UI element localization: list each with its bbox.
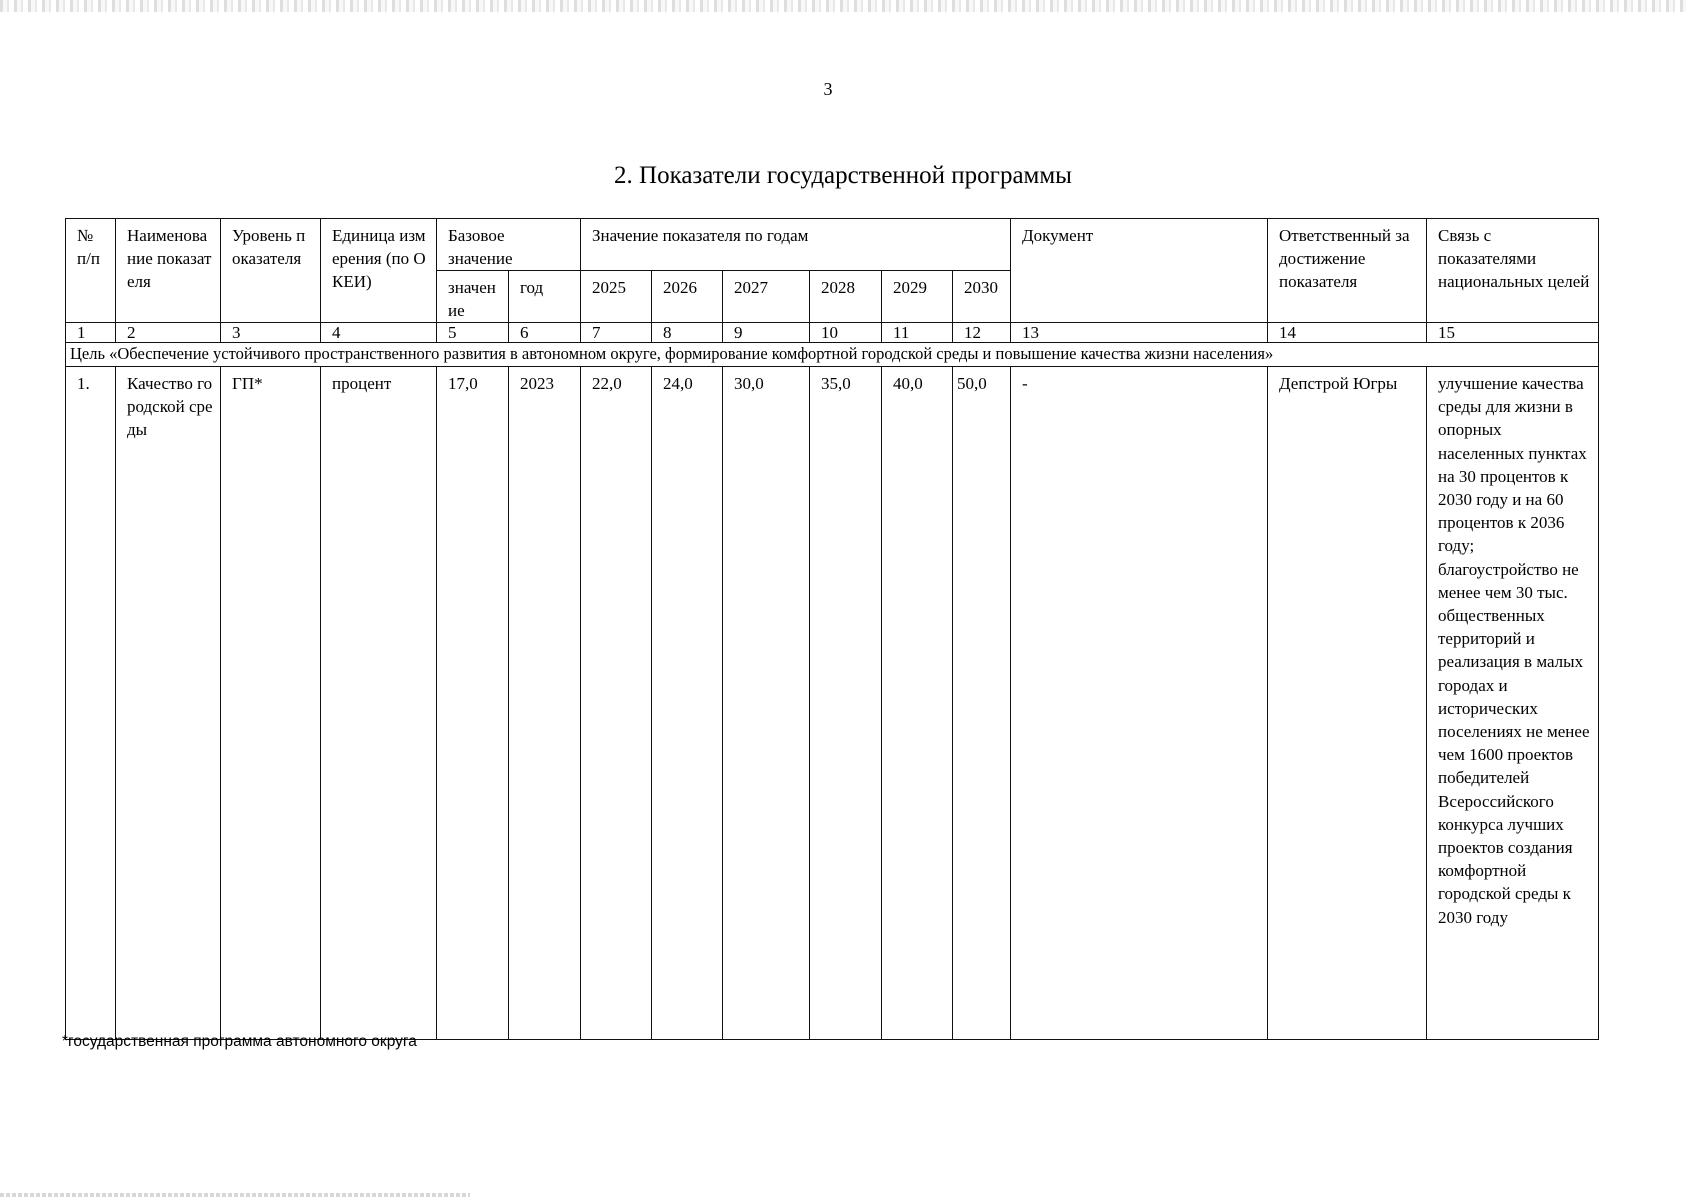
value-2029: 40,0 (882, 367, 953, 1040)
value-2030: 50,0 (953, 367, 1011, 1040)
header-by-years: Значение показателя по годам (581, 219, 1011, 271)
header-level: Уровень показателя (221, 219, 321, 323)
column-number: 11 (882, 323, 953, 343)
indicator-name: Качество городской среды (116, 367, 221, 1040)
column-number: 15 (1427, 323, 1599, 343)
column-number: 4 (321, 323, 437, 343)
column-number: 2 (116, 323, 221, 343)
column-number: 9 (723, 323, 810, 343)
header-responsible: Ответственный за достижение показателя (1268, 219, 1427, 323)
column-number: 8 (652, 323, 723, 343)
column-number-row (66, 323, 1599, 343)
base-value: 17,0 (437, 367, 509, 1040)
document-value: - (1011, 367, 1268, 1040)
header-name: Наименование показателя (116, 219, 221, 323)
header-unit: Единица измерения (по ОКЕИ) (321, 219, 437, 323)
header-link: Связь с показателями национальных целей (1427, 219, 1599, 323)
indicator-level: ГП* (221, 367, 321, 1040)
row-num: 1. (66, 367, 116, 1040)
scan-edge-bottom (0, 1193, 470, 1197)
column-number: 7 (581, 323, 652, 343)
column-number: 1 (66, 323, 116, 343)
scan-edge-top (0, 0, 1686, 12)
column-number: 5 (437, 323, 509, 343)
value-2025: 22,0 (581, 367, 652, 1040)
header-year-2027: 2027 (723, 271, 810, 323)
column-number: 14 (1268, 323, 1427, 343)
column-number: 12 (953, 323, 1011, 343)
column-number: 13 (1011, 323, 1268, 343)
header-year-2029: 2029 (882, 271, 953, 323)
national-goal-link: улучшение качества среды для жизни в опорных населенных пунктах на 30 процентов к 2030 году и на 60 процентов к 2036 году; благоустройство не менее чем 30 тыс. общественных территорий и реализация в малых городах и исторических поселениях не менее чем 1600 проектов победителей Всероссийского конкурса лучших проектов создания комфортной городской среды к 2030 году (1427, 367, 1599, 1040)
indicator-unit: процент (321, 367, 437, 1040)
header-year-2025: 2025 (581, 271, 652, 323)
goal-text: Цель «Обеспечение устойчивого пространственного развития в автономном округе, формирование комфортной городской среды и повышение качества жизни населения» (66, 343, 1599, 367)
value-2026: 24,0 (652, 367, 723, 1040)
indicators-table (65, 218, 1599, 1040)
column-number: 3 (221, 323, 321, 343)
header-year-2028: 2028 (810, 271, 882, 323)
footnote: *государственная программа автономного округа (62, 1033, 417, 1050)
header-base-value: значение (437, 271, 509, 323)
responsible-value: Депстрой Югры (1268, 367, 1427, 1040)
section-title: 2. Показатели государственной программы (614, 162, 1072, 189)
header-year-2030: 2030 (953, 271, 1011, 323)
value-2027: 30,0 (723, 367, 810, 1040)
column-number: 6 (509, 323, 581, 343)
header-document: Документ (1011, 219, 1268, 323)
header-num: № п/п (66, 219, 116, 323)
header-row-1 (66, 219, 1599, 271)
header-base: Базовое значение (437, 219, 581, 271)
table-row (66, 367, 1599, 1040)
header-base-year: год (509, 271, 581, 323)
base-year: 2023 (509, 367, 581, 1040)
column-number: 10 (810, 323, 882, 343)
page-number: 3 (823, 79, 833, 99)
value-2028: 35,0 (810, 367, 882, 1040)
header-year-2026: 2026 (652, 271, 723, 323)
goal-row (66, 343, 1599, 367)
